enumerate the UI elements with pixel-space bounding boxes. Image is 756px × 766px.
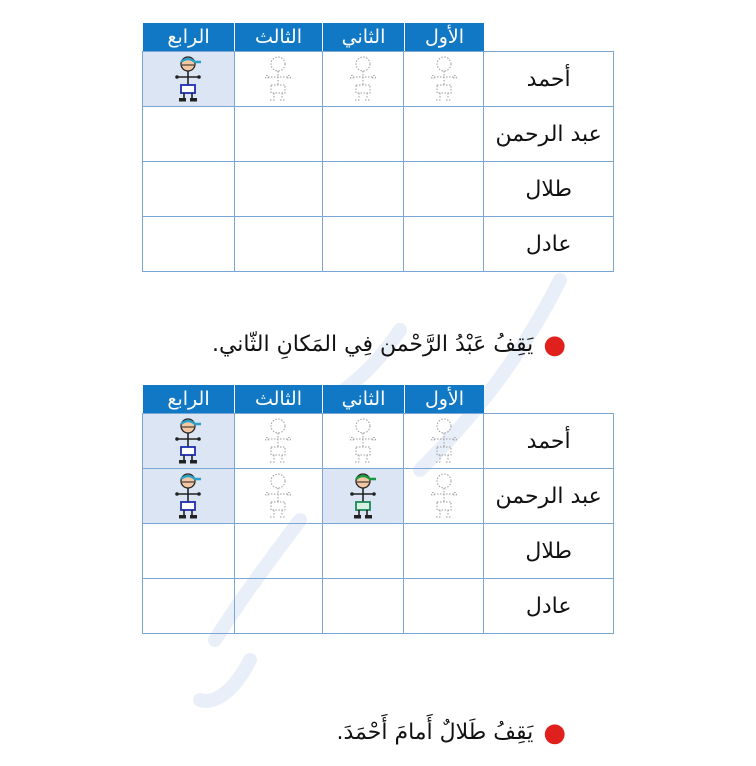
dotted-figure-icon (261, 417, 295, 465)
dotted-figure-icon (261, 472, 295, 520)
grid-row (143, 162, 614, 217)
column-header-first: الأول (404, 23, 484, 51)
column-header-first: الأول (404, 385, 484, 413)
grid-row (143, 107, 614, 162)
column-header-fourth: الرابع (142, 385, 234, 413)
row-name-label: أحمد (484, 52, 614, 107)
position-grid-1 (142, 23, 614, 272)
dotted-figure-icon (427, 55, 461, 103)
position-cell[interactable] (404, 107, 484, 162)
position-cell[interactable] (143, 579, 235, 634)
position-cell[interactable] (235, 469, 323, 524)
position-cell[interactable] (323, 524, 405, 579)
dotted-figure-icon (427, 472, 461, 520)
grid-header (142, 385, 484, 413)
position-cell[interactable] (143, 52, 235, 107)
column-header-fourth: الرابع (142, 23, 234, 51)
position-cell[interactable] (235, 217, 323, 272)
column-header-second: الثاني (322, 23, 404, 51)
position-cell[interactable] (323, 107, 405, 162)
position-cell[interactable] (323, 469, 405, 524)
grid-row (143, 524, 614, 579)
position-cell[interactable] (404, 52, 484, 107)
position-cell[interactable] (143, 414, 235, 469)
sentence-text: يَقِفُ طَلالٌ أَمامَ أَحْمَدَ. (336, 720, 534, 745)
position-grid-2 (142, 385, 614, 634)
position-cell[interactable] (404, 579, 484, 634)
position-cell[interactable] (143, 469, 235, 524)
dotted-figure-icon (346, 55, 380, 103)
row-name-label: طلال (484, 162, 614, 217)
row-name-label: عادل (484, 579, 614, 634)
column-header-second: الثاني (322, 385, 404, 413)
blue-figure-icon (171, 417, 205, 465)
grid-row (143, 217, 614, 272)
position-cell[interactable] (143, 217, 235, 272)
position-cell[interactable] (143, 524, 235, 579)
blue-figure-icon (171, 472, 205, 520)
grid-row (143, 579, 614, 634)
column-header-third: الثالث (234, 23, 322, 51)
row-name-label: عبد الرحمن (484, 469, 614, 524)
position-cell[interactable] (404, 469, 484, 524)
grid-row (143, 52, 614, 107)
row-name-label: طلال (484, 524, 614, 579)
position-cell[interactable] (235, 52, 323, 107)
position-cell[interactable] (404, 414, 484, 469)
position-cell[interactable] (235, 579, 323, 634)
position-cell[interactable] (143, 162, 235, 217)
position-cell[interactable] (323, 579, 405, 634)
dotted-figure-icon (346, 417, 380, 465)
sentence-text: يَقِفُ عَبْدُ الرَّحْمن فِي المَكانِ الثّاني. (211, 332, 534, 357)
position-cell[interactable] (235, 524, 323, 579)
position-cell[interactable] (235, 414, 323, 469)
green-figure-icon (346, 472, 380, 520)
position-cell[interactable] (404, 162, 484, 217)
blue-figure-icon (171, 55, 205, 103)
row-name-label: عادل (484, 217, 614, 272)
grid-body (142, 51, 614, 272)
grid-row (143, 414, 614, 469)
dotted-figure-icon (261, 55, 295, 103)
row-name-label: أحمد (484, 414, 614, 469)
instruction-sentence-2 (336, 718, 566, 748)
position-cell[interactable] (323, 217, 405, 272)
grid-body (142, 413, 614, 634)
position-cell[interactable] (143, 107, 235, 162)
bullet-icon: ● (543, 330, 566, 360)
bullet-icon: ● (543, 718, 566, 748)
position-cell[interactable] (323, 414, 405, 469)
position-cell[interactable] (323, 52, 405, 107)
position-cell[interactable] (235, 107, 323, 162)
grid-header (142, 23, 484, 51)
position-cell[interactable] (323, 162, 405, 217)
column-header-third: الثالث (234, 385, 322, 413)
grid-row (143, 469, 614, 524)
position-cell[interactable] (235, 162, 323, 217)
dotted-figure-icon (427, 417, 461, 465)
position-cell[interactable] (404, 524, 484, 579)
position-cell[interactable] (404, 217, 484, 272)
row-name-label: عبد الرحمن (484, 107, 614, 162)
instruction-sentence-1 (212, 330, 566, 360)
